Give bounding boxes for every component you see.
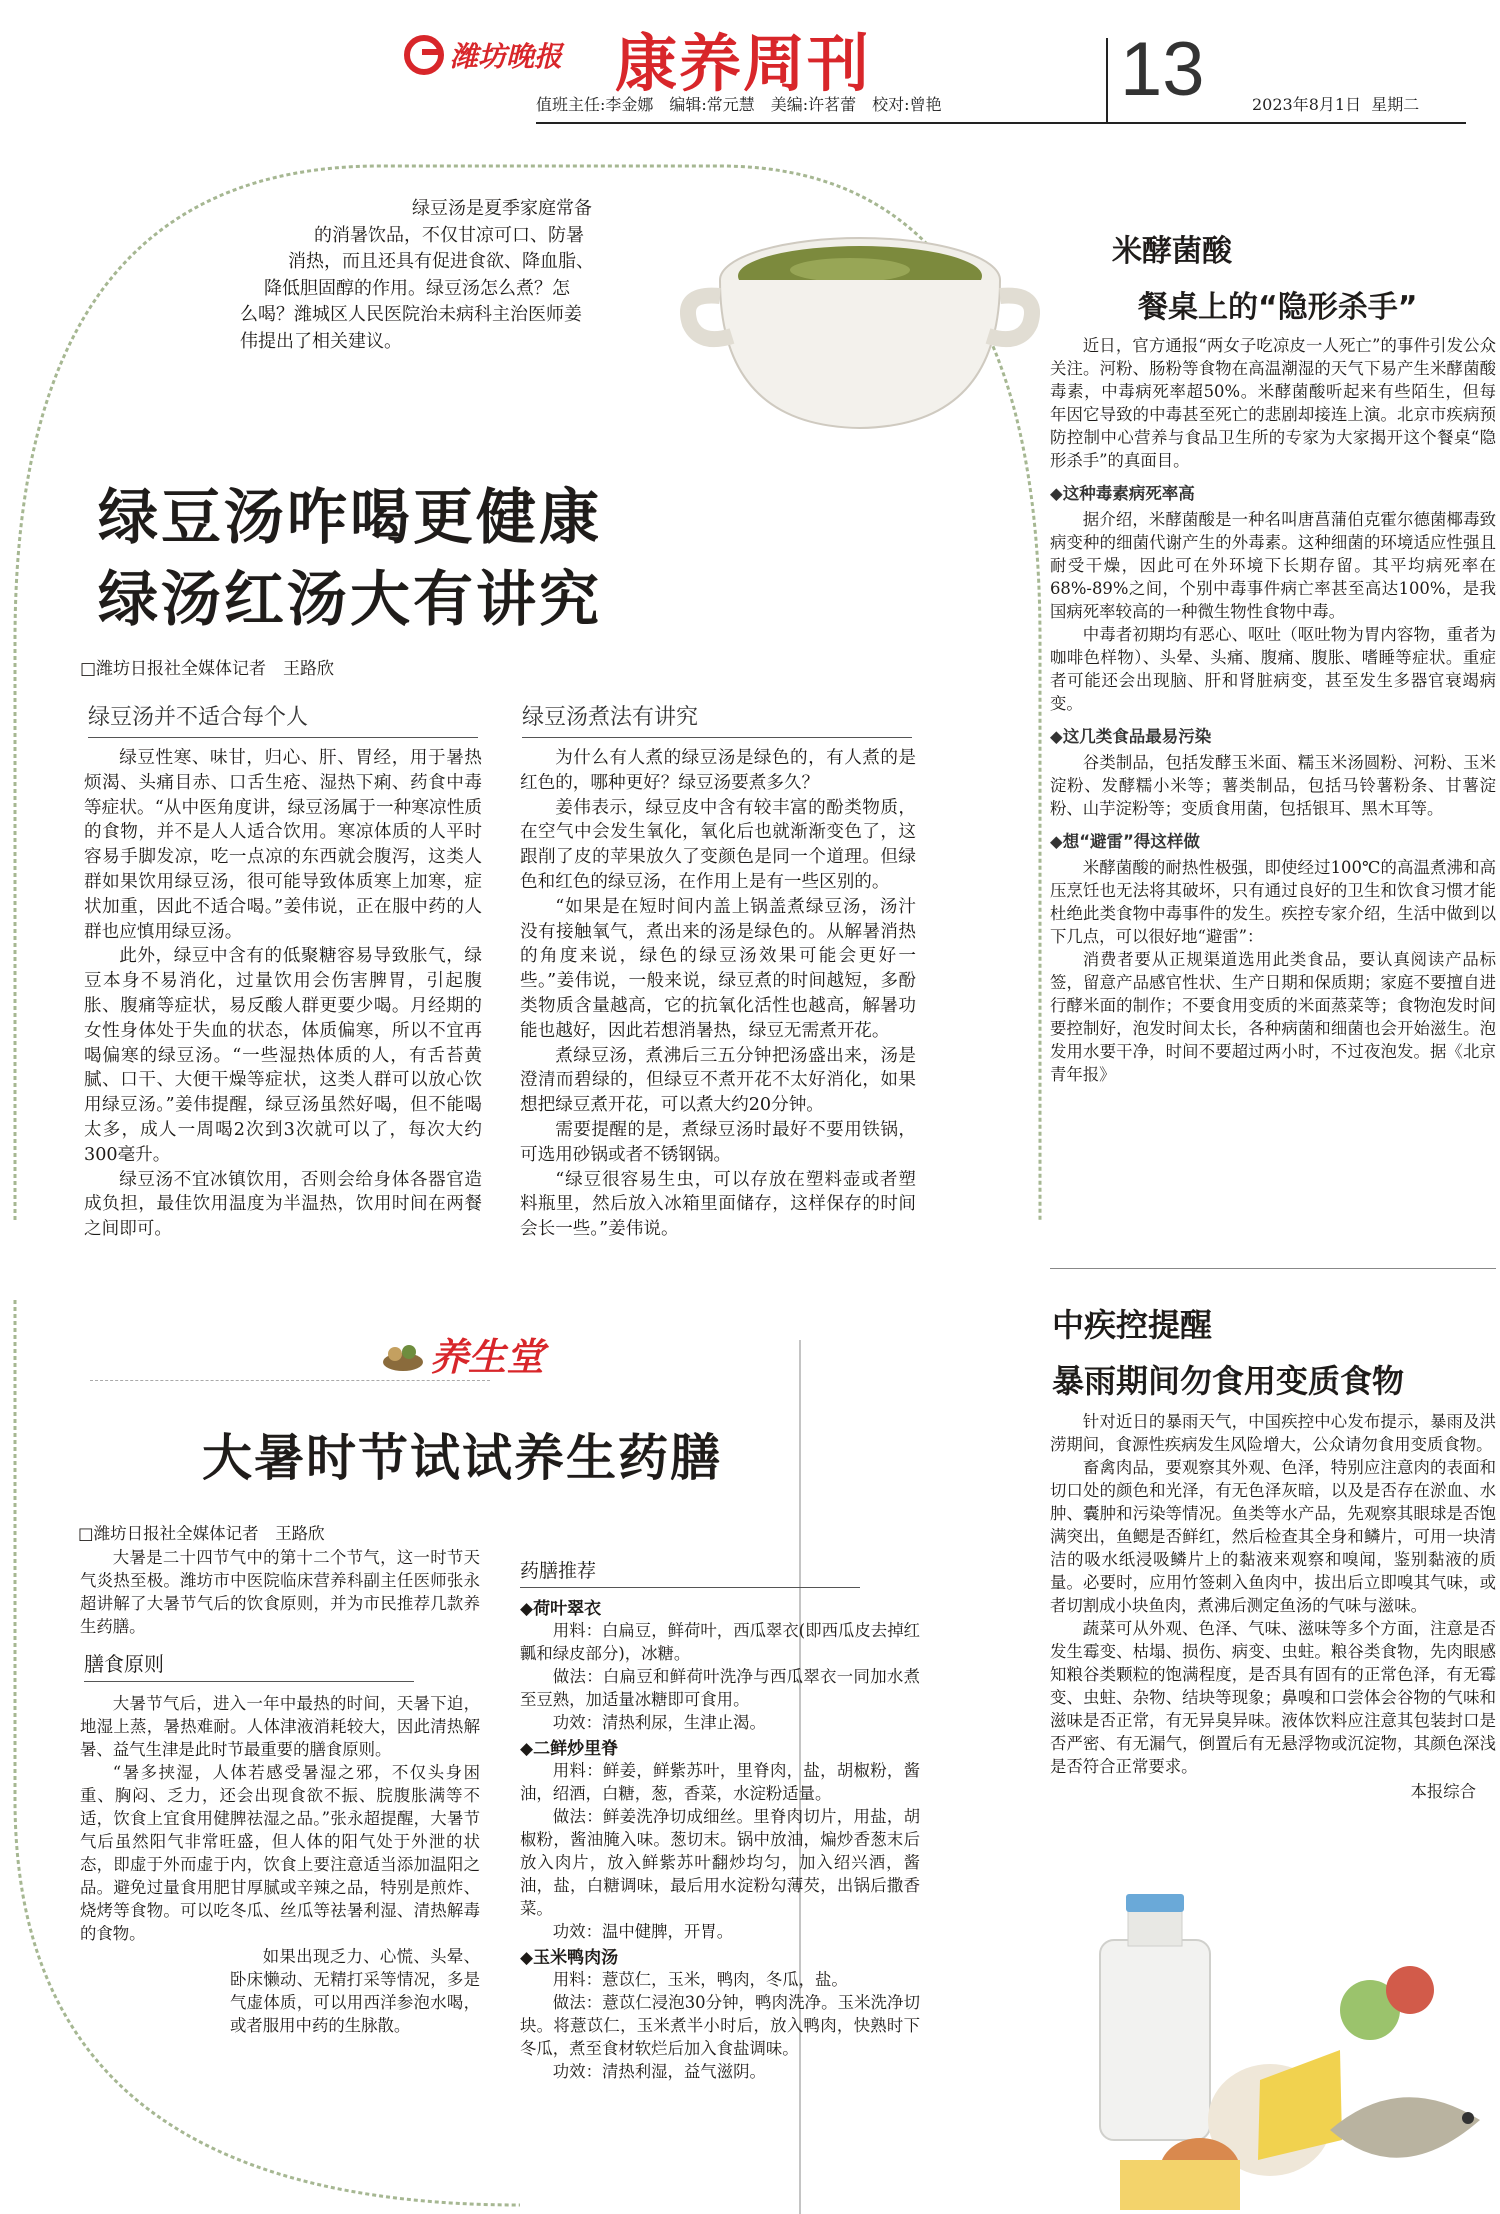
intro-line: 绿豆汤是夏季家庭常备 [412, 198, 592, 219]
intro-line: 消热，而且还具有促进食欲、降血脂、 [288, 251, 594, 272]
paragraph: 据介绍，米酵菌酸是一种名叫唐菖蒲伯克霍尔德菌椰毒致病变种的细菌代谢产生的外毒素。这种细菌的环境适应性强且耐受干燥，因此可在外环境下长期存留。其平均病死率在68%-89%之间，个别中毒事件病亡率甚至高达100%，是我国病死率较高的一种微生物性食物中毒。 [1050, 510, 1496, 621]
section-name: 康养周刊 [615, 27, 872, 100]
paragraph: “暑多挟湿，人体若感受暑湿之邪，不仅头身困重、胸闷、乏力，还会出现食欲不振、脘腹胀满等不适，饮食上宜食用健脾祛湿之品。”张永超提醒，大暑节气后虽然阳气非常旺盛，但人体的阳气处于外泄的状态，即虚于外而虚于内，饮食上要注意适当添加温阳之品。避免过量食用肥甘厚腻或辛辣之品，特别是煎炸、烧烤等食物。可以吃冬瓜、丝瓜等祛暑利湿、清热解毒的食物。 [80, 1763, 480, 1943]
yangsheng-tag-rule [90, 1380, 490, 1381]
paragraph: 为什么有人煮的绿豆汤是绿色的，有人煮的是红色的，哪种更好？绿豆汤要煮多久？ [520, 748, 916, 793]
recipe-name: ◆荷叶翠衣 [520, 1599, 602, 1619]
section-head: ◆这几类食品最易污染 [1050, 727, 1212, 746]
paper-name: 潍坊晚报 [450, 40, 563, 73]
credits: 值班主任:李金娜 编辑:常元慧 美编:许茗蕾 校对:曾艳 [536, 95, 942, 114]
paragraph: 畜禽肉品，要观察其外观、色泽，特别应注意肉的表面和切口处的颜色和光泽，有无色泽灰暗，以及是否存在淤血、水肿、囊肿和污染等情况。鱼类等水产品，先观察其眼球是否饱满突出，鱼鳃是否鲜红，然后检查其全身和鳞片，可用一块清洁的吸水纸浸吸鳞片上的黏液来观察和嗅闻，鉴别黏液的质量。必要时，应用竹签刺入鱼肉中，拔出后立即嗅其气味，或者切割成小块鱼肉，煮沸后测定鱼汤的气味与滋味。 [1050, 1458, 1496, 1615]
side2-rule [1050, 1268, 1496, 1269]
source: 本报综合 [1410, 1782, 1476, 1801]
recipe-name: ◆二鲜炒里脊 [520, 1739, 619, 1759]
paragraph: 绿豆性寒、味甘，归心、肝、胃经，用于暑热烦渴、头痛目赤、口舌生疮、湿热下痢、药食中毒等症状。“从中医角度讲，绿豆汤属于一种寒凉性质的食物，并不是人人适合饮用。寒凉体质的人平时容易手脚发凉，吃一点凉的东西就会腹泻，这类人群如果饮用绿豆汤，很可能导致体质寒上加寒，症状加重，因此不适合喝。”姜伟说，正在服中药的人群也应慎用绿豆汤。 [84, 748, 482, 942]
paragraph: 煮绿豆汤，煮沸后三五分钟把汤盛出来，汤是澄清而碧绿的，但绿豆不煮开花不太好消化，如果想把绿豆煮开花，可以煮大约20分钟。 [520, 1045, 916, 1116]
paragraph: 姜伟表示，绿豆皮中含有较丰富的酚类物质，在空气中会发生氧化，氧化后也就渐渐变色了，这跟削了皮的苹果放久了变颜色是同一个道理。但绿色和红色的绿豆汤，在作用上是有一些区别的。 [520, 797, 916, 892]
weekday: 星期二 [1371, 95, 1420, 114]
recipe-line: 用料：白扁豆，鲜荷叶，西瓜翠衣(即西瓜皮去掉红瓤和绿皮部分)，冰糖。 [520, 1621, 920, 1663]
paragraph: 谷类制品，包括发酵玉米面、糯玉米汤圆粉、河粉、玉米淀粉、发酵糯小米等；薯类制品，包括马铃薯粉条、甘薯淀粉、山芋淀粉等；变质食用菌，包括银耳、黑木耳等。 [1050, 753, 1496, 818]
recipe-line: 做法：薏苡仁浸泡30分钟，鸭肉洗净。玉米洗净切块。将薏苡仁，玉米煮半小时后，放入鸭肉，快熟时下冬瓜，煮至食材软烂后加入食盐调味。 [520, 1993, 920, 2058]
intro-line: 的消暑饮品，不仅甘凉可口、防暑 [314, 224, 584, 246]
side2-title-2: 暴雨期间勿食用变质食物 [1052, 1362, 1405, 1400]
recipe [520, 1943, 920, 2083]
recipe [520, 1734, 920, 1943]
headline-2: 绿汤红汤大有讲究 [98, 565, 602, 635]
paragraph: 如果出现乏力、心慌、头晕、卧床懒动、无精打采等情况，多是气虚体质，可以用西洋参泡水喝，或者服用中药的生脉散。 [230, 1947, 480, 2035]
recipe-name: ◆玉米鸭肉汤 [520, 1948, 619, 1968]
right-subhead: 绿豆汤煮法有讲究 [522, 700, 912, 738]
side1-title-1: 米酵菌酸 [1112, 234, 1232, 269]
intro-line: 伟提出了相关建议。 [240, 330, 402, 352]
date: 2023年8月1日 [1252, 95, 1362, 114]
paragraph: 近日，官方通报“两女子吃凉皮一人死亡”的事件引发公众关注。河粉、肠粉等食物在高温潮湿的天气下易产生米酵菌酸毒素，中毒病死率超50%。米酵菌酸听起来有些陌生，但每年因它导致的中毒甚至死亡的悲剧却接连上演。北京市疾病预防控制中心营养与食品卫生所的专家为大家揭开这个餐桌“隐形杀手”的真面目。 [1050, 336, 1496, 470]
yangsheng-tag [380, 1326, 544, 1381]
paragraph: 此外，绿豆中含有的低聚糖容易导致胀气，绿豆本身不易消化，过量饮用会伤害脾胃，引起腹胀、腹痛等症状，易反酸人群更要少喝。月经期的女性身体处于失血的状态，体质偏寒，所以不宜再喝偏寒的绿豆汤。“一些湿热体质的人，有舌苔黄腻、口干、大便干燥等症状，这类人群可以放心饮用绿豆汤。”姜伟提醒，绿豆汤虽然好喝，但不能喝太多，成人一周喝2次到3次就可以了，每次大约300毫升。 [84, 946, 482, 1165]
yangsheng-tag-text: 养生堂 [430, 1334, 545, 1379]
left-column [84, 746, 482, 1242]
recipe-line: 功效：清热利湿，益气滋阴。 [552, 2062, 766, 2081]
section-head: ◆想“避雷”得这样做 [1050, 832, 1200, 851]
paragraph: 消费者要从正规渠道选用此类食品，要认真阅读产品标签，留意产品感官性状、生产日期和保质期；家庭不要擅自进行酵米面的制作；不要食用变质的米面蒸菜等；食物泡发时间要控制好，泡发时间太长，各种病菌和细菌也会开始滋生。泡发用水要干净，时间不要超过两小时，不过夜泡发。据《北京青年报》 [1050, 950, 1496, 1084]
right-column [520, 746, 916, 1242]
yangsheng-headline: 大暑时节试试养生药膳 [202, 1429, 722, 1487]
side2-body [1050, 1410, 1496, 1802]
byline: □潍坊日报社全媒体记者 王路欣 [80, 659, 335, 679]
recipe-line: 功效：清热利尿，生津止渴。 [552, 1713, 766, 1732]
intro-line: 么喝？潍城区人民医院治未病科主治医师姜 [240, 304, 582, 325]
recipe-line: 做法：白扁豆和鲜荷叶洗净与西瓜翠衣一同加水煮至豆熟，加适量冰糖即可食用。 [520, 1667, 920, 1709]
recipe-head: 药膳推荐 [520, 1556, 860, 1588]
principle-head: 膳食原则 [84, 1648, 414, 1682]
recipe [520, 1594, 920, 1734]
paragraph: “绿豆很容易生虫，可以存放在塑料壶或者塑料瓶里，然后放入冰箱里面储存，这样保存的时间会长一些。”姜伟说。 [520, 1169, 916, 1240]
yangsheng-intro: 大暑是二十四节气中的第十二个节气，这一时节天气炎热至极。潍坊市中医院临床营养科副主任医师张永超讲解了大暑节气后的饮食原则，并为市民推荐几款养生药膳。 [80, 1548, 480, 1636]
paragraph: “如果是在短时间内盖上锅盖煮绿豆汤，汤汁没有接触氧气，煮出来的汤是绿色的。从解暑消热的角度来说，绿色的绿豆汤效果可能会更好一些。”姜伟说，一般来说，绿豆煮的时间越短，多酚类物质含量越高，它的抗氧化活性也越高，解暑功能也越好，因此若想消暑热，绿豆无需煮开花。 [520, 896, 916, 1041]
paragraph: 需要提醒的是，煮绿豆汤时最好不要用铁锅，可选用砂锅或者不锈钢锅。 [520, 1119, 916, 1165]
bean-soup-bowl-illustration [680, 196, 1040, 446]
recipe-line: 用料：薏苡仁，玉米，鸭肉，冬瓜，盐。 [552, 1970, 848, 1989]
paragraph: 中毒者初期均有恶心、呕吐（呕吐物为胃内容物，重者为咖啡色样物）、头晕、头痛、腹痛、腹胀、嗜睡等症状。重症者可能还会出现脑、肝和肾脏病变，甚至发生多器官衰竭病变。 [1050, 625, 1496, 713]
paragraph: 大暑节气后，进入一年中最热的时间，天暑下迫，地湿上蒸，暑热难耐。人体津液消耗较大，因此清热解暑、益气生津是此时节最重要的膳食原则。 [80, 1694, 480, 1759]
paragraph: 针对近日的暴雨天气，中国疾控中心发布提示，暴雨及洪涝期间，食源性疾病发生风险增大，公众请勿食用变质食物。 [1050, 1412, 1496, 1454]
recipe-line: 做法：鲜姜洗净切成细丝。里脊肉切片，用盐，胡椒粉，酱油腌入味。葱切末。锅中放油，煸炒香葱末后放入肉片，放入鲜紫苏叶翻炒均匀，加入绍兴酒，酱油，盐，白糖调味，最后用水淀粉勾薄芡，出锅后撒香菜。 [520, 1807, 920, 1918]
paragraph: 米酵菌酸的耐热性极强，即使经过100℃的高温煮沸和高压烹饪也无法将其破坏，只有通过良好的卫生和饮食习惯才能杜绝此类食物中毒事件的发生。疾控专家介绍，生活中做到以下几点，可以很好地“避雷”： [1050, 858, 1496, 946]
intro-line: 降低胆固醇的作用。绿豆汤怎么煮？怎 [264, 277, 570, 299]
paragraph: 蔬菜可从外观、色泽、气味、滋味等多个方面，注意是否发生霉变、枯塌、损伤、病变、虫蛀。粮谷类食物，先肉眼感知粮谷类颗粒的饱满程度，是否具有固有的正常色泽，有无霉变、虫蛀、杂物、结块等现象；鼻嗅和口尝体会谷物的气味和滋味是否正常，有无异臭异味。液体饮料应注意其包装封口是否严密、有无漏气，倒置后有无悬浮物或沉淀物，其颜色深浅是否符合正常要求。 [1050, 1619, 1496, 1776]
yangsheng-byline: □潍坊日报社全媒体记者 王路欣 [78, 1524, 325, 1543]
side1-title-2: 餐桌上的“隐形杀手” [1138, 290, 1418, 325]
recipe-column [520, 1556, 920, 2083]
headline-1: 绿豆汤咋喝更健康 [98, 483, 602, 553]
recipe-line: 用料：鲜姜，鲜紫苏叶，里脊肉，盐，胡椒粉，酱油，绍酒，白糖，葱，香菜，水淀粉适量。 [520, 1761, 920, 1803]
side1-body [1050, 334, 1496, 1086]
page-number: 13 [1120, 27, 1205, 112]
section-head: ◆这种毒素病死率高 [1050, 484, 1195, 503]
recipe-line: 功效：温中健脾，开胃。 [552, 1922, 734, 1941]
herb-icon [380, 1334, 426, 1374]
side2-title-1: 中疾控提醒 [1052, 1306, 1213, 1344]
paragraph: 绿豆汤不宜冰镇饮用，否则会给身体各器官造成负担，最佳饮用温度为半温热，饮用时间在两餐之间即可。 [84, 1169, 482, 1240]
yangsheng-left-column [80, 1546, 480, 2037]
left-subhead: 绿豆汤并不适合每个人 [88, 700, 478, 738]
food-illustration [1080, 1870, 1500, 2214]
intro-text [240, 196, 670, 355]
